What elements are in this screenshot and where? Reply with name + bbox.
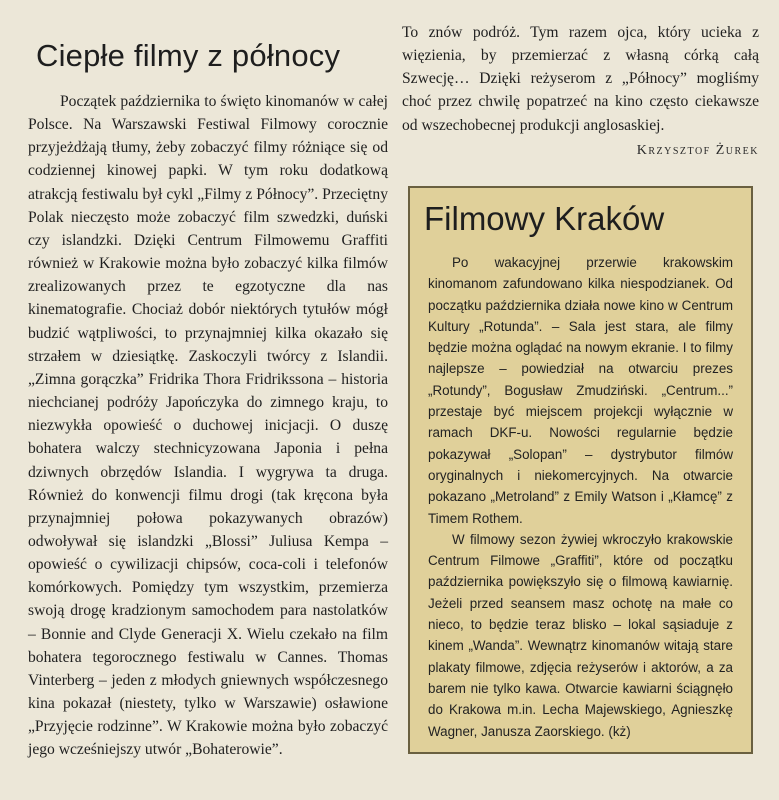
- sidebar-title: Filmowy Kraków: [424, 200, 665, 237]
- article-body: [28, 90, 388, 762]
- article-title: Ciepłe filmy z północy: [36, 38, 341, 73]
- sidebar-body: [428, 252, 733, 742]
- main-article: [28, 38, 388, 762]
- article-continuation-text: To znów podróż. Tym razem ojca, który ucieka z więzienia, by przemierzać z własną córką całą Szwecję… Dzięki reżyserom z „Północy” mogliśmy choć przez chwilę popatrzeć na kino często ciekawsze od wszechobecnej produkcji anglosaskiej.: [402, 24, 759, 134]
- article-text: Początek października to święto kinomanów w całej Polsce. Na Warszawski Festiwal Filmowy corocznie przyjeżdżają tłumy, żeby zobaczyć filmy różniące się od codziennej kinowej papki. W tym roku dodatkową atrakcją festiwalu był cykl „Filmy z Północy”. Przeciętny Polak nieczęsto może zobaczyć film szwedzki, duński czy islandzki. Dzięki Centrum Filmowemu Graffiti również w Krakowie można było zobaczyć kilka filmów zrealizowanych przez te egzotyczne dla nas kinematografie. Chociaż dobór niektórych tytułów mógł budzić wątpliwości, to przynajmniej kilka okazało się strzałem w dziesiątkę. Zaskoczyli twórcy z Islandii. „Zimna gorączka” Fridrika Thora Fridrikssona – historia niechcianej podróży Japończyka do zimnego kraju, to niezwykła opowieść o duchowej inicjacji. O duszę bohatera walczy stechnicyzowana Japonia i pełna dziwnych obrzędów Islandia. I wygrywa ta druga. Również do konwencji filmu drogi (tak kręcona była przynajmniej połowa pokazywanych obrazów) odwoływał się islandzki „Blossi” Juliusa Kempa – opowieść o cywilizacji chipsów, coca-coli i telefonów komórkowych. Pomiędzy tym wszystkim, przemierza swoją drogę kradzionym samochodem para nastolatków – Bonnie and Clyde Generacji X. Wielu czekało na film bohatera tegorocznego festiwalu w Cannes. Thomas Vinterberg – jeden z młodych gniewnych współczesnego kina pokazał (niestety, tylko w Warszawie) osławione „Przyjęcie rodzinne”. W Krakowie można było zobaczyć jego wcześniejszy utwór „Bohaterowie”.: [28, 93, 388, 759]
- sidebar-box: [408, 186, 753, 754]
- sidebar-paragraph-1: Po wakacyjnej przerwie krakowskim kinomanom zafundowano kilka niespodzianek. Od początku października działa nowe kino w Centrum Kultury „Rotunda”. – Sala jest stara, ale filmy będzie można oglądać na nowym ekranie. I to filmy najlepsze – powiedział na otwarciu prezes „Rotundy”, Bogusław Zmudziński. „Centrum...” przestaje być miejscem projekcji wyłącznie w ramach DKF-u. Nowości regularnie będzie pokazywał „Solopan” – dystrybutor filmów oryginalnych i niekomercyjnych. Na otwarcie pokazano „Metroland” z Emily Watson i „Kłamcę” z Timem Rothem.: [428, 255, 733, 526]
- article-continuation: [402, 21, 759, 159]
- article-author: Krzysztof Żurek: [636, 142, 759, 158]
- sidebar-paragraph-2: W filmowy sezon żywiej wkroczyło krakowskie Centrum Filmowe „Graffiti”, które od początku października powiększyło się o filmową kawiarnię. Jeżeli przed seansem masz ochotę na małe co nieco, to będzie teraz blisko – lokal sąsiaduje z kinem „Wanda”. Wewnątrz kinomanów witają stare plakaty filmowe, zdjęcia reżyserów i aktorów, a za barem nie tylko kawa. Otwarcie kawiarni ściągnęło do Krakowa m.in. Lecha Majewskiego, Agnieszkę Wagner, Janusza Zaorskiego. (kż): [428, 531, 733, 739]
